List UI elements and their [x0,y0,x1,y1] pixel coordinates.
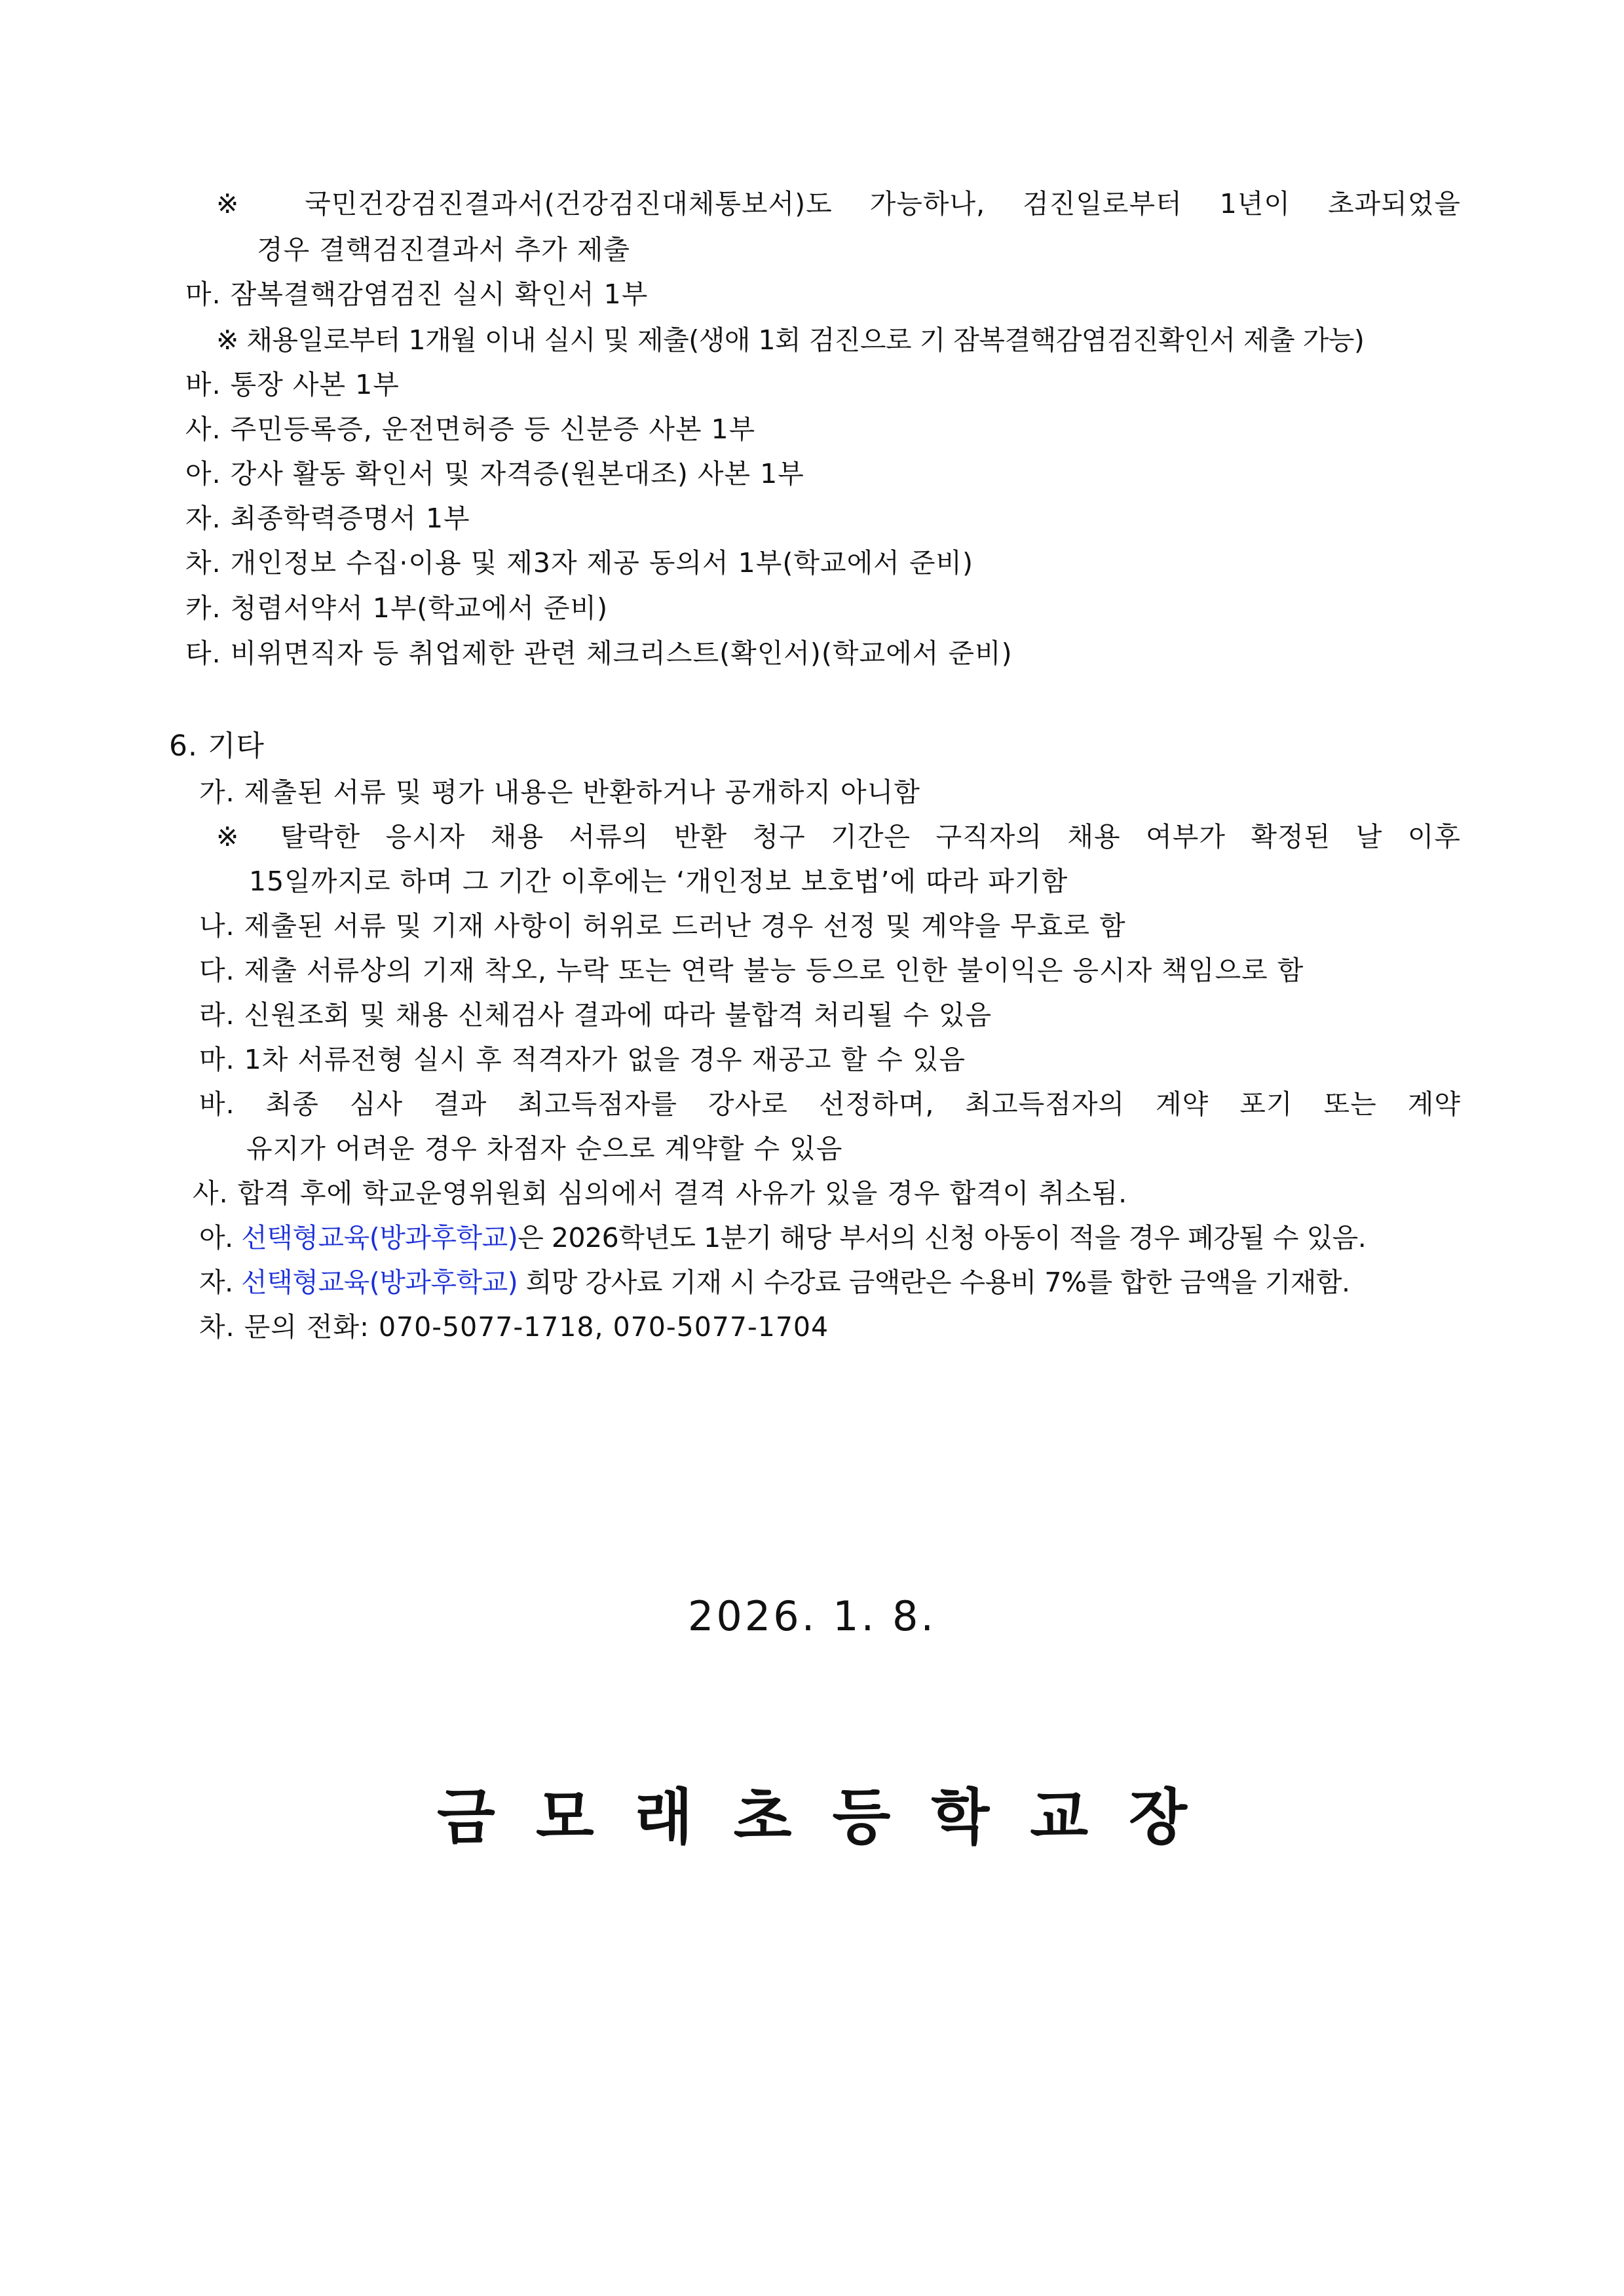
etc-ba-line-1: 바. 최종 심사 결과 최고득점자를 강사로 선정하며, 최고득점자의 계약 포기 또는 계약 [199,1088,1461,1120]
etc-a [199,1221,1366,1254]
etc-da: 다. 제출 서류상의 기재 착오, 누락 또는 연락 불능 등으로 인한 불이익은 응시자 책임으로 함 [199,955,1304,986]
document-date: 2026. 1. 8. [687,1592,937,1640]
etc-ga-note-line-1: ※ 탈락한 응시자 채용 서류의 반환 청구 기간은 구직자의 채용 여부가 확정된 날 이후 [216,821,1461,852]
item-ma: 마. 잠복결핵감염검진 실시 확인서 1부 [185,278,649,310]
note-checkup-line-1: ※ 국민건강검진결과서(건강검진대체통보서)도 가능하나, 검진일로부터 1년이 초과되었을 [216,188,1461,220]
etc-ja-rest: 희망 강사료 기재 시 수강료 금액란은 수용비 7%를 합한 금액을 기재함. [518,1267,1350,1298]
etc-sa: 사. 합격 후에 학교운영위원회 심의에서 결격 사유가 있을 경우 합격이 취소됨. [193,1177,1128,1209]
item-sa: 사. 주민등록증, 운전면허증 등 신분증 사본 1부 [185,413,756,445]
etc-ra: 라. 신원조회 및 채용 신체검사 결과에 따라 불합격 처리될 수 있음 [199,999,992,1031]
item-ta: 타. 비위면직자 등 취업제한 관련 체크리스트(확인서)(학교에서 준비) [185,638,1013,669]
note-latent-tb: ※ 채용일로부터 1개월 이내 실시 및 제출(생애 1회 검진으로 기 잠복결핵감염검진확인서 제출 가능) [216,324,1365,356]
item-cha: 차. 개인정보 수집·이용 및 제3자 제공 동의서 1부(학교에서 준비) [185,547,974,579]
etc-cha-contact: 차. 문의 전화: 070-5077-1718, 070-5077-1704 [199,1311,829,1343]
etc-a-rest: 은 2026학년도 1분기 해당 부서의 신청 아동이 적을 경우 폐강될 수 있음. [518,1222,1367,1253]
etc-a-link[interactable]: 선택형교육(방과후학교) [241,1222,518,1253]
etc-ba-line-2: 유지가 어려운 경우 차점자 순으로 계약할 수 있음 [246,1133,843,1164]
etc-ja [199,1266,1350,1299]
note-checkup-line-2: 경우 결핵검진결과서 추가 제출 [257,234,630,265]
etc-a-prefix: 아. [199,1222,242,1253]
etc-ja-prefix: 자. [199,1267,242,1298]
etc-ga: 가. 제출된 서류 및 평가 내용은 반환하거나 공개하지 아니함 [199,776,920,808]
section-6-title: 6. 기타 [169,729,265,763]
item-a: 아. 강사 활동 확인서 및 자격증(원본대조) 사본 1부 [185,458,804,489]
etc-ga-note-line-2: 15일까지로 하며 그 기간 이후에는 ‘개인정보 보호법’에 따라 파기함 [249,866,1068,897]
etc-na: 나. 제출된 서류 및 기재 사항이 허위로 드러난 경우 선정 및 계약을 무효로 함 [199,910,1126,942]
item-ja: 자. 최종학력증명서 1부 [185,503,470,534]
etc-ja-link[interactable]: 선택형교육(방과후학교) [241,1267,518,1298]
item-ba: 바. 통장 사본 1부 [185,369,400,400]
item-ka: 카. 청렴서약서 1부(학교에서 준비) [185,592,609,624]
principal-signature: 금모래초등학교장 [437,1782,1228,1852]
etc-ma: 마. 1차 서류전형 실시 후 적격자가 없을 경우 재공고 할 수 있음 [199,1044,966,1075]
